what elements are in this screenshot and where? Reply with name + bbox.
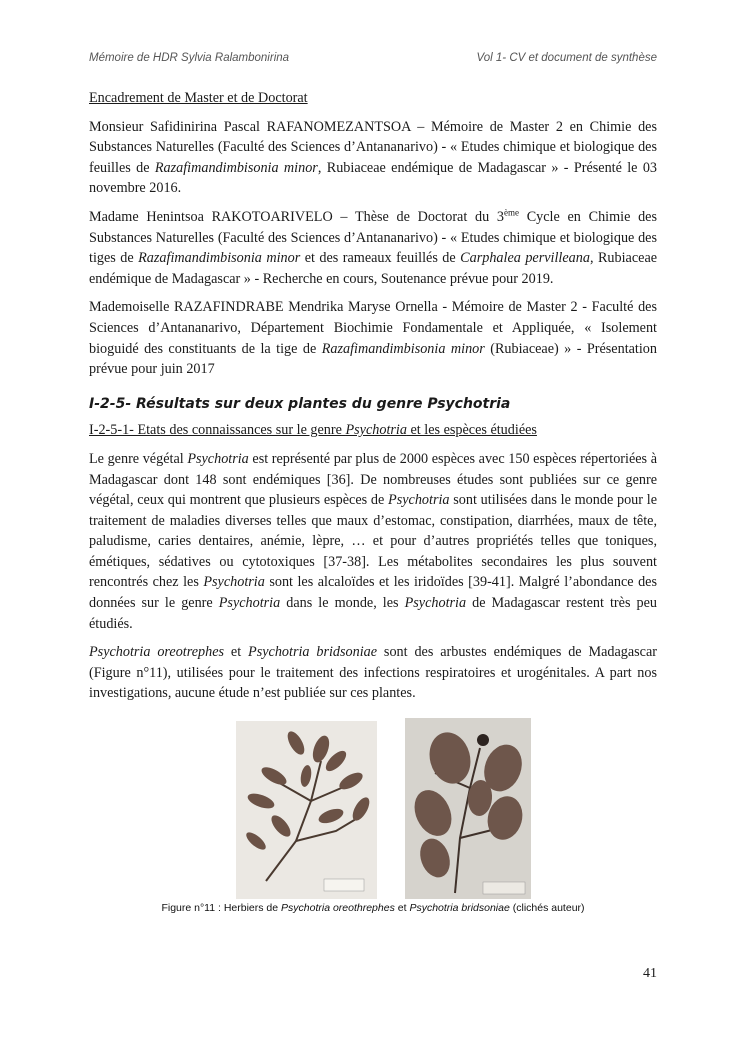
header-left: Mémoire de HDR Sylvia Ralambonirina (89, 52, 290, 64)
paragraph-species-description: Psychotria oreotrephes et Psychotria bridsoniae sont des arbustes endémiques de Madagascar (Figure n°11), utilisées pour le traitement des infections respiratoires et urogénitales. A part nos investigations, aucune étude n’est publiée sur ces plantes. (89, 644, 657, 702)
page-content (89, 88, 657, 712)
encadrement-entry-2: Madame Henintsoa RAKOTOARIVELO – Thèse de Doctorat du 3ème Cycle en Chimie des Substances Naturelles (Faculté des Sciences d’Antananarivo) - « Etudes chimique et biologique des tiges de Razafimandimbisonia minor et des rameaux feuillés de Carphalea pervilleana, Rubiaceae endémique de Madagascar » - Recherche en cours, Soutenance prévue pour 2019. (89, 207, 658, 287)
page-number: 41 (643, 966, 657, 981)
encadrement-entry-3: Mademoiselle RAZAFINDRABE Mendrika Maryse Ornella - Mémoire de Master 2 - Faculté des Sciences d’Antananarivo, Département Biochimie Fondamentale et Appliquée, « Isolement bioguidé des constituants de la tige de Razafimandimbisonia minor (Rubiaceae) » - Présentation prévue pour juin 2017 (89, 299, 657, 378)
section-heading: I-2-5- Résultats sur deux plantes du genre Psychotria (89, 395, 511, 412)
herbarium-figures (236, 718, 531, 899)
encadrement-entry-1: Monsieur Safidinirina Pascal RAFANOMEZANTSOA – Mémoire de Master 2 en Chimie des Substances Naturelles (Faculté des Sciences d’Antananarivo) - « Etudes chimique et biologique des feuilles de Razafimandimbisonia minor, Rubiaceae endémique de Madagascar » - Présenté le 03 novembre 2016. (89, 118, 658, 197)
paragraph-genus-description: Le genre végétal Psychotria est représenté par plus de 2000 espèces avec 150 espèces répertoriées à Madagascar dont 148 sont endémiques [36]. De nombreuses études sont publiées sur ce genre végétal, ceux qui montrent que plusieurs espèces de Psychotria sont utilisées dans le monde pour le traitement de maladies diverses telles que maux d’estomac, constipation, diarrhées, maux de tête, paludisme, caries dentaires, anémie, lèpre, … et pour d’autres propriétés telles que toniques, émétiques, sédatives ou cytotoxiques [37-38]. Les métabolites secondaires les plus souvent rencontrés chez les Psychotria sont les alcaloïdes et les iridoïdes [39-41]. Malgré l’abondance des données sur le genre Psychotria dans le monde, les Psychotria de Madagascar restent très peu étudiés. (89, 450, 658, 632)
herbarium-image-psychotria-bridsoniae (405, 718, 531, 899)
figure-caption: Figure n°11 : Herbiers de Psychotria oreothrephes et Psychotria bridsoniae (clichés auteur) (161, 902, 585, 914)
herbarium-image-psychotria-oreothrephes (236, 721, 377, 899)
encadrement-title: Encadrement de Master et de Doctorat (89, 90, 308, 106)
header-right: Vol 1- CV et document de synthèse (476, 52, 657, 64)
section-subheading: I-2-5-1- Etats des connaissances sur le genre Psychotria et les espèces étudiées (89, 422, 537, 439)
running-header (89, 52, 657, 64)
